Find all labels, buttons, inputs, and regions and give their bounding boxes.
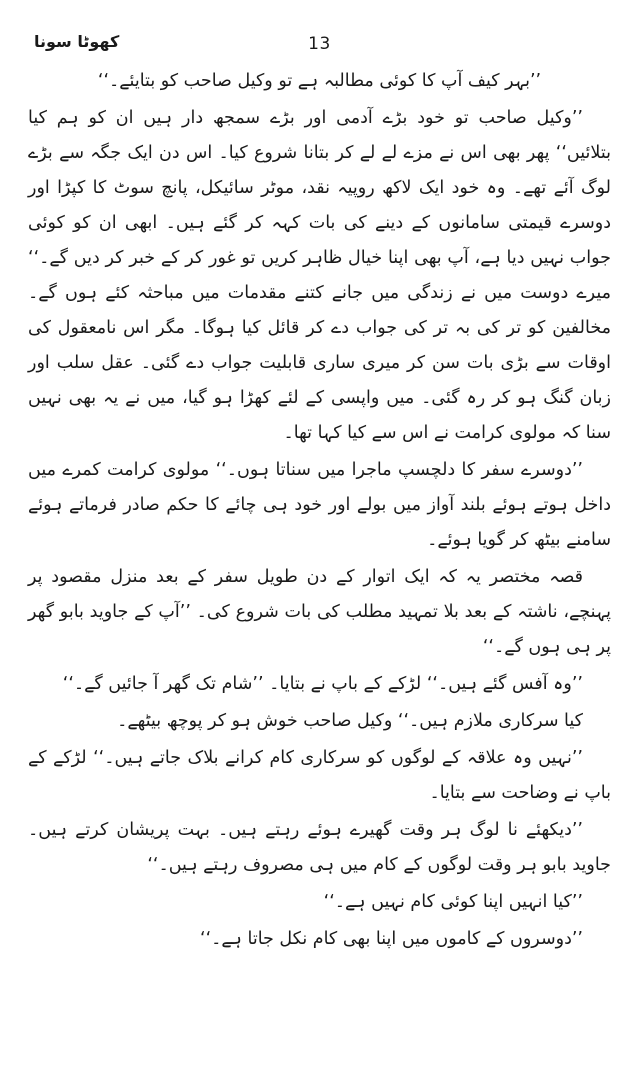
paragraph-6: کیا سرکاری ملازم ہیں۔‘‘ وکیل صاحب خوش ہو کر پوچھ بیٹھے۔	[117, 711, 583, 731]
page-number: 13	[308, 34, 331, 54]
paragraph-8: ’’دیکھئے نا لوگ ہر وقت گھیرے ہوئے رہتے ہیں۔ بہت پریشان کرتے ہیں۔ جاوید بابو ہر وقت لوگوں کے کام میں ہی مصروف رہتے ہیں۔‘‘	[28, 820, 611, 875]
paragraph-1: ’’بہر کیف آپ کا کوئی مطالبہ ہے تو وکیل صاحب کو بتایئے۔‘‘	[97, 71, 542, 91]
paragraph-3: ’’دوسرے سفر کا دلچسپ ماجرا میں سناتا ہوں۔‘‘ مولوی کرامت کمرے میں داخل ہوتے ہوئے بلند آواز میں بولے اور خود ہی چائے کا حکم صادر فرماتے ہوئے سامنے بیٹھ کر گویا ہوئے۔	[28, 460, 611, 550]
paragraph-10: ’’دوسروں کے کاموں میں اپنا بھی کام نکل جاتا ہے۔‘‘	[200, 929, 583, 949]
book-title: کھوٹا سونا	[34, 32, 120, 51]
paragraph-7: ’’نہیں وہ علاقہ کے لوگوں کو سرکاری کام کرانے بلاک جاتے ہیں۔‘‘ لڑکے کے باپ نے وضاحت سے بتایا۔	[28, 748, 611, 803]
paragraph-9: ’’کیا انہیں اپنا کوئی کام نہیں ہے۔‘‘	[323, 892, 583, 912]
paragraph-5: ’’وہ آفس گئے ہیں۔‘‘ لڑکے کے باپ نے بتایا۔ ’’شام تک گھر آ جائیں گے۔‘‘	[62, 674, 583, 694]
paragraph-4: قصہ مختصر یہ کہ ایک اتوار کے دن طویل سفر کے بعد منزل مقصود پر پہنچے، ناشتہ کے بعد بلا تمہید مطلب کی بات شروع کی۔ ’’آپ کے جاوید بابو گھر پر ہی ہوں گے۔‘‘	[28, 567, 611, 657]
paragraph-2: ’’وکیل صاحب تو خود بڑے آدمی اور بڑے سمجھ دار ہیں ان کو ہم کیا بتلائیں‘‘ پھر بھی اس نے مزے لے لے کر بتانا شروع کیا۔ اس دن ایک جگہ سے بڑے لوگ آئے تھے۔ وہ خود ایک لاکھ روپیہ نقد، موٹر سائیکل، پانچ سوٹ کا کپڑا اور دوسرے قیمتی سامانوں کے دینے کی بات کہہ کر گئے ہیں۔ ابھی ان کو کوئی جواب نہیں دیا ہے، آپ بھی اپنا خیال ظاہر کریں تو غور کر کے خبر کر دیں گے۔‘‘ میرے دوست میں نے زندگی میں جانے کتنے مقدمات میں مباحثہ کئے ہوں گے۔ مخالفین کو تر کی بہ تر کی جواب دے کر قائل کیا ہوگا۔ مگر اس نامعقول کی اوقات سے بڑی بات سن کر میری ساری قابلیت جواب دے گئی۔ عقل سلب اور زبان گنگ ہو کر رہ گئی۔ میں واپسی کے لئے کھڑا ہو گیا، میں نے یہ بھی نہیں سنا کہ مولوی کرامت نے اس سے کیا کہا تھا۔	[28, 108, 611, 443]
body-text	[28, 64, 611, 957]
page-header	[28, 30, 611, 64]
